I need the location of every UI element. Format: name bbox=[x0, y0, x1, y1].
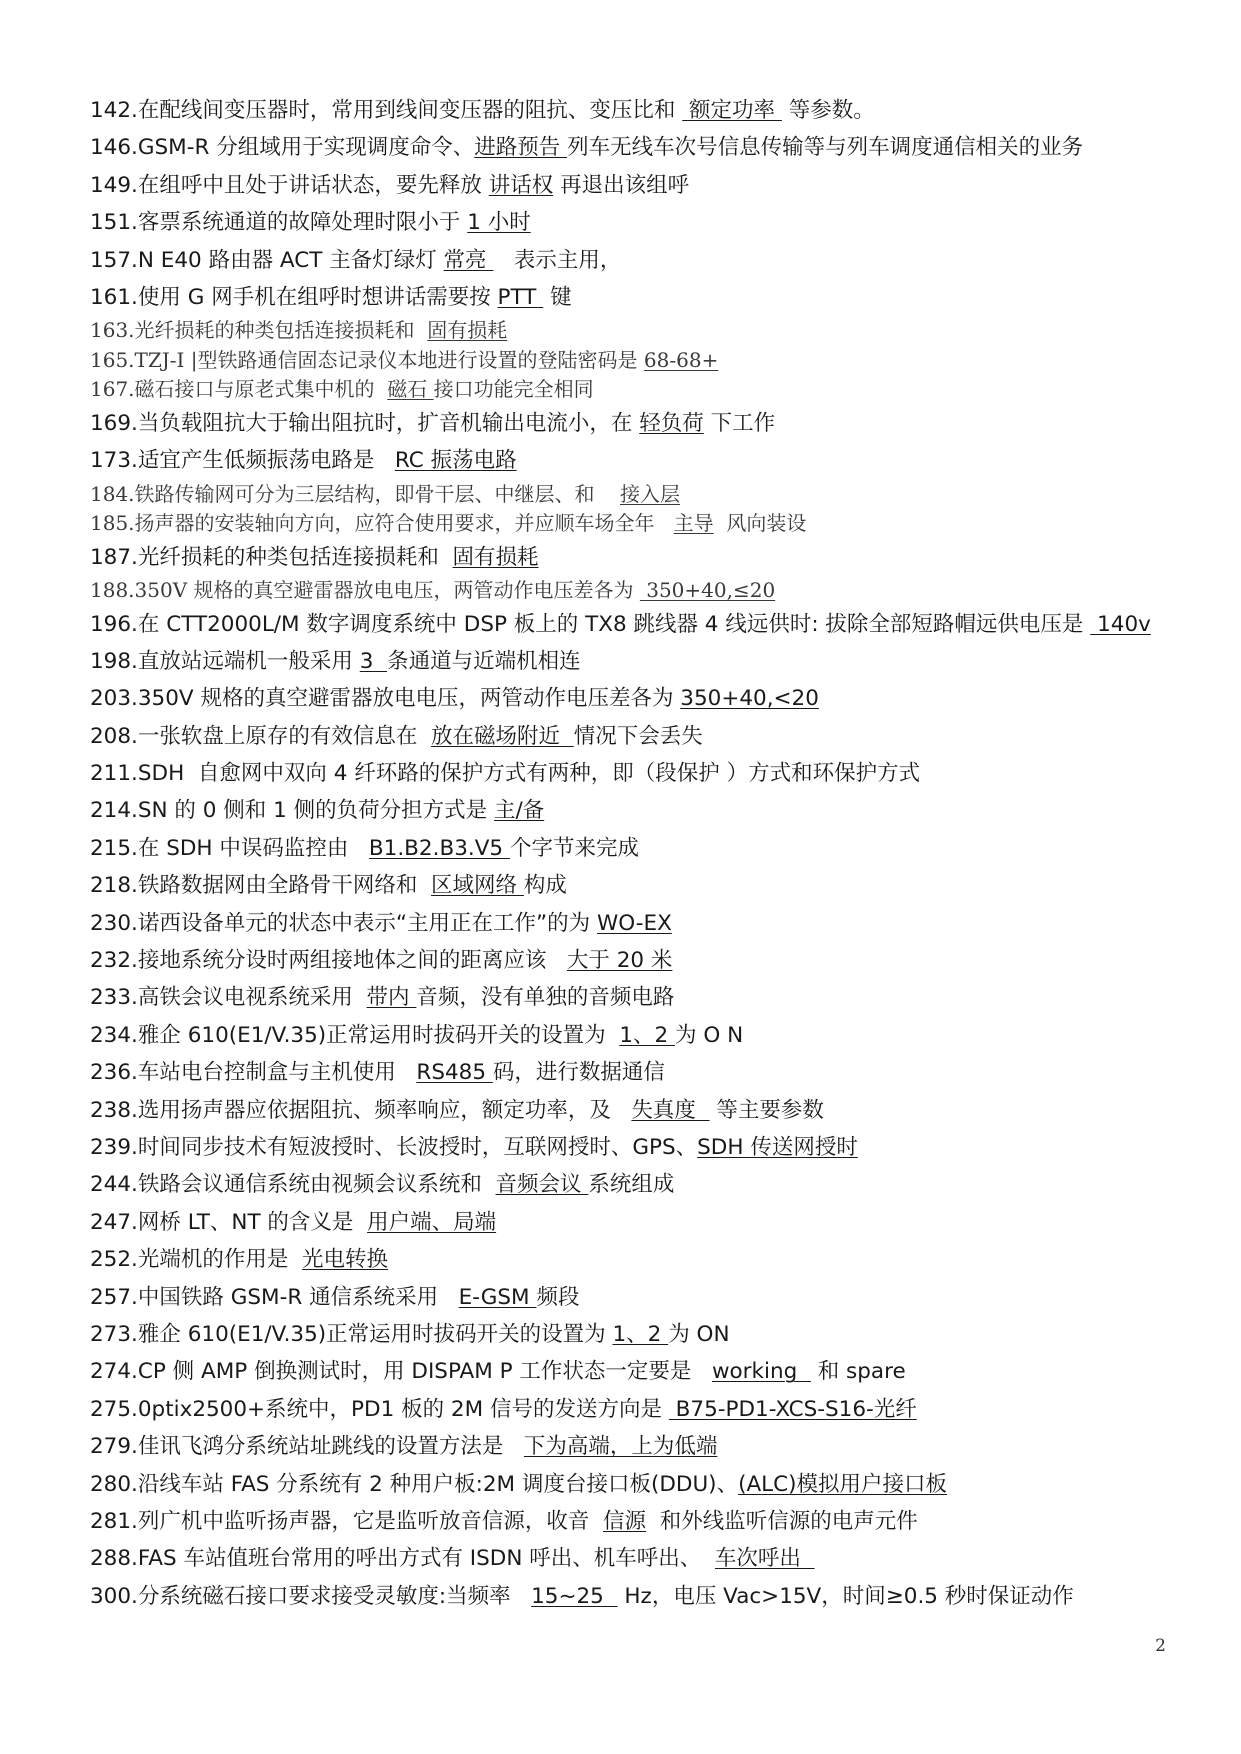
question-text: 188.350V 规格的真空避雷器放电电压，两管动作电压差各为 bbox=[90, 578, 640, 603]
question-text: 233.高铁会议电视系统采用 bbox=[90, 985, 367, 1011]
question-line bbox=[90, 442, 1180, 479]
question-text-tail: 接口功能完全相同 bbox=[433, 377, 594, 402]
question-text: 218.铁路数据网由全路骨干网络和 bbox=[90, 873, 432, 899]
question-text: 274.CP 侧 AMP 倒换测试时，用 DISPAM P 工作状态一定要是 bbox=[90, 1359, 712, 1385]
question-text-tail: 码，进行数据通信 bbox=[492, 1060, 665, 1086]
question-line bbox=[90, 242, 1180, 279]
question-list bbox=[90, 92, 1180, 1615]
answer-blank: 68-68+ bbox=[643, 347, 719, 372]
question-text: 173.适宜产生低频振荡电路是 bbox=[90, 448, 395, 474]
question-text-tail: 构成 bbox=[523, 873, 567, 899]
question-text: 281.列广机中监听扬声器，它是监听放音信源，收音 bbox=[90, 1508, 604, 1534]
question-text: 230.诺西设备单元的状态中表示“主用正在工作”的为 bbox=[90, 910, 597, 936]
question-line bbox=[90, 539, 1180, 576]
question-line bbox=[90, 1316, 1180, 1353]
answer-blank: 接入层 bbox=[619, 481, 680, 506]
question-line bbox=[90, 680, 1180, 717]
question-line bbox=[90, 1054, 1180, 1091]
answer-blank: 15~25 bbox=[531, 1583, 618, 1609]
question-line bbox=[90, 405, 1180, 442]
question-line bbox=[90, 867, 1180, 904]
question-line bbox=[90, 1129, 1180, 1166]
answer-blank: 常亮 bbox=[443, 247, 494, 273]
answer-blank: 主/备 bbox=[493, 798, 545, 824]
question-line bbox=[90, 129, 1180, 166]
answer-blank: PTT bbox=[497, 284, 544, 310]
question-text: 244.铁路会议通信系统由视频会议系统和 bbox=[90, 1172, 496, 1198]
question-text: 203.350V 规格的真空避雷器放电电压，两管动作电压差各为 bbox=[90, 686, 681, 712]
question-text: 157.N E40 路由器 ACT 主备灯绿灯 bbox=[90, 247, 444, 273]
question-text: 215.在 SDH 中误码监控由 bbox=[90, 835, 369, 861]
question-line bbox=[90, 1391, 1180, 1428]
question-line bbox=[90, 1540, 1180, 1577]
question-line bbox=[90, 1241, 1180, 1278]
question-line bbox=[90, 480, 1180, 510]
question-line bbox=[90, 1353, 1180, 1390]
answer-blank: WO-EX bbox=[596, 910, 672, 936]
question-line bbox=[90, 1466, 1180, 1503]
answer-blank: E-GSM bbox=[458, 1284, 537, 1310]
question-text: 238.选用扬声器应依据阻抗、频率响应，额定功率，及 bbox=[90, 1097, 632, 1123]
question-text: 273.雅企 610(E1/V.35)正常运用时拔码开关的设置为 bbox=[90, 1321, 613, 1347]
answer-blank: 用户端、局端 bbox=[367, 1209, 497, 1235]
question-text: 208.一张软盘上原存的有效信息在 bbox=[90, 723, 432, 749]
question-text: 211.SDH 自愈网中双向 4 纤环路的保护方式有两种，即（段保护 ）方式和环保护方式 bbox=[90, 761, 921, 787]
question-text: 279.佳讯飞鸿分系统站址跳线的设置方法是 bbox=[90, 1434, 524, 1460]
question-line bbox=[90, 346, 1180, 376]
answer-blank: 带内 bbox=[366, 985, 417, 1011]
question-text: 163.光纤损耗的种类包括连接损耗和 bbox=[90, 318, 428, 343]
question-line bbox=[90, 718, 1180, 755]
question-text: 275.0ptix2500+系统中，PD1 板的 2M 信号的发送方向是 bbox=[90, 1396, 669, 1422]
question-text-tail: 等参数。 bbox=[781, 98, 875, 123]
question-line bbox=[90, 755, 1180, 792]
answer-blank: 音频会议 bbox=[495, 1172, 589, 1198]
question-text: 185.扬声器的安装轴向方向，应符合使用要求，并应顺车场全年 bbox=[90, 511, 674, 536]
question-line bbox=[90, 606, 1180, 643]
question-text: 239.时间同步技术有短波授时、长波授时，互联网授时、GPS、 bbox=[90, 1134, 698, 1160]
question-text-tail: 键 bbox=[543, 284, 572, 310]
question-text: 247.网桥 LT、NT 的含义是 bbox=[90, 1209, 368, 1235]
answer-blank: 车次呼出 bbox=[714, 1546, 815, 1572]
question-line bbox=[90, 979, 1180, 1016]
question-line bbox=[90, 643, 1180, 680]
question-text: 161.使用 G 网手机在组呼时想讲话需要按 bbox=[90, 284, 498, 310]
question-line bbox=[90, 1428, 1180, 1465]
question-text: 280.沿线车站 FAS 分系统有 2 种用户板:2M 调度台接口板(DDU)、 bbox=[90, 1471, 739, 1497]
question-line bbox=[90, 92, 1180, 129]
question-text-tail: 和外线监听信源的电声元件 bbox=[646, 1508, 918, 1534]
answer-blank: B75-PD1-XCS-S16-光纤 bbox=[668, 1396, 917, 1422]
question-line bbox=[90, 1503, 1180, 1540]
question-text: 288.FAS 车站值班台常用的呼出方式有 ISDN 呼出、机车呼出、 bbox=[90, 1546, 715, 1572]
question-text: 167.磁石接口与原老式集中机的 bbox=[90, 377, 388, 402]
answer-blank: 放在磁场附近 bbox=[431, 723, 574, 749]
question-line bbox=[90, 509, 1180, 539]
question-text-tail: 情况下会丢失 bbox=[573, 723, 703, 749]
answer-blank: (ALC)模拟用户接口板 bbox=[738, 1471, 948, 1497]
question-text-tail: 再退出该组呼 bbox=[553, 172, 690, 198]
question-text-tail: 个字节来完成 bbox=[509, 835, 639, 861]
question-text-tail: 为 ON bbox=[668, 1321, 730, 1347]
question-line bbox=[90, 316, 1180, 346]
question-text-tail: 和 spare bbox=[810, 1359, 906, 1385]
question-line bbox=[90, 792, 1180, 829]
question-line bbox=[90, 830, 1180, 867]
question-text: 184.铁路传输网可分为三层结构，即骨干层、中继层、和 bbox=[90, 481, 620, 506]
answer-blank: 固有损耗 bbox=[427, 318, 508, 343]
answer-blank: 主导 bbox=[673, 511, 714, 536]
question-text: 232.接地系统分设时两组接地体之间的距离应该 bbox=[90, 948, 567, 974]
question-line bbox=[90, 167, 1180, 204]
answer-blank: 1 小时 bbox=[467, 210, 531, 236]
question-line bbox=[90, 905, 1180, 942]
question-text: 234.雅企 610(E1/V.35)正常运用时拔码开关的设置为 bbox=[90, 1022, 620, 1048]
question-line bbox=[90, 1578, 1180, 1615]
question-line bbox=[90, 1092, 1180, 1129]
question-line bbox=[90, 576, 1180, 606]
question-text-tail: 频段 bbox=[536, 1284, 580, 1310]
question-text: 198.直放站远端机一般采用 bbox=[90, 648, 360, 674]
question-text-tail: 为 O N bbox=[675, 1022, 744, 1048]
answer-blank: SDH 传送网授时 bbox=[697, 1134, 858, 1160]
question-text: 146.GSM-R 分组域用于实现调度命令、 bbox=[90, 135, 475, 161]
question-text: 300.分系统磁石接口要求接受灵敏度:当频率 bbox=[90, 1583, 532, 1609]
answer-blank: 讲话权 bbox=[488, 172, 554, 198]
question-line bbox=[90, 1166, 1180, 1203]
question-text: 142.在配线间变压器时，常用到线间变压器的阻抗、变压比和 bbox=[90, 98, 683, 123]
question-text-tail: Hz，电压 Vac>15V，时间≥0.5 秒时保证动作 bbox=[617, 1583, 1074, 1609]
question-text: 165.TZJ-I |型铁路通信固态记录仪本地进行设置的登陆密码是 bbox=[90, 347, 644, 372]
question-text-tail: 下工作 bbox=[703, 410, 776, 436]
answer-blank: 下为高端，上为低端 bbox=[523, 1434, 718, 1460]
question-text: 169.当负载阻抗大于输出阻抗时，扩音机输出电流小，在 bbox=[90, 410, 640, 436]
answer-blank: working bbox=[711, 1359, 811, 1385]
answer-blank: 350+40,<20 bbox=[680, 686, 819, 712]
question-text: 257.中国铁路 GSM-R 通信系统采用 bbox=[90, 1284, 459, 1310]
answer-blank: 进路预告 bbox=[474, 135, 568, 161]
answer-blank: 轻负荷 bbox=[639, 410, 704, 436]
question-text-tail: 条通道与近端机相连 bbox=[387, 648, 581, 674]
answer-blank: 3 bbox=[359, 648, 388, 674]
answer-blank: 信源 bbox=[603, 1508, 647, 1534]
question-text: 151.客票系统通道的故障处理时限小于 bbox=[90, 210, 468, 236]
question-line bbox=[90, 1279, 1180, 1316]
answer-blank: 1、2 bbox=[619, 1022, 676, 1048]
question-text-tail: 音频，没有单独的音频电路 bbox=[416, 985, 675, 1011]
answer-blank: 140v bbox=[1090, 611, 1151, 637]
question-line bbox=[90, 204, 1180, 241]
question-line bbox=[90, 1204, 1180, 1241]
question-text: 187.光纤损耗的种类包括连接损耗和 bbox=[90, 544, 453, 570]
answer-blank: 光电转换 bbox=[302, 1247, 389, 1273]
question-line bbox=[90, 1017, 1180, 1054]
question-text-tail: 系统组成 bbox=[588, 1172, 675, 1198]
question-text-tail: 列车无线车次号信息传输等与列车调度通信相关的业务 bbox=[567, 135, 1084, 161]
question-line bbox=[90, 279, 1180, 316]
question-line bbox=[90, 375, 1180, 405]
answer-blank: 磁石 bbox=[387, 377, 434, 402]
question-text: 252.光端机的作用是 bbox=[90, 1247, 303, 1273]
answer-blank: 大于 20 米 bbox=[566, 948, 673, 974]
question-text: 149.在组呼中且处于讲话状态，要先释放 bbox=[90, 172, 489, 198]
question-text-tail: 风向装设 bbox=[713, 511, 807, 536]
question-text: 196.在 CTT2000L/M 数字调度系统中 DSP 板上的 TX8 跳线器 4 线远供时: 拔除全部短路帽远供电压是 bbox=[90, 611, 1091, 637]
answer-blank: B1.B2.B3.V5 bbox=[368, 835, 510, 861]
question-text-tail: 表示主用， bbox=[493, 247, 622, 273]
question-text-tail: 等主要参数 bbox=[709, 1097, 824, 1123]
question-text: 214.SN 的 0 侧和 1 侧的负荷分担方式是 bbox=[90, 798, 494, 824]
page-number: 2 bbox=[1155, 1636, 1166, 1656]
answer-blank: 失真度 bbox=[631, 1097, 710, 1123]
question-text: 236.车站电台控制盒与主机使用 bbox=[90, 1060, 417, 1086]
answer-blank: 区域网络 bbox=[431, 873, 524, 899]
answer-blank: 固有损耗 bbox=[452, 544, 539, 570]
question-line bbox=[90, 942, 1180, 979]
answer-blank: 额定功率 bbox=[682, 98, 782, 123]
answer-blank: RC 振荡电路 bbox=[394, 448, 517, 474]
answer-blank: 1、2 bbox=[612, 1321, 669, 1347]
answer-blank: 350+40,≤20 bbox=[639, 578, 776, 603]
answer-blank: RS485 bbox=[416, 1060, 493, 1086]
